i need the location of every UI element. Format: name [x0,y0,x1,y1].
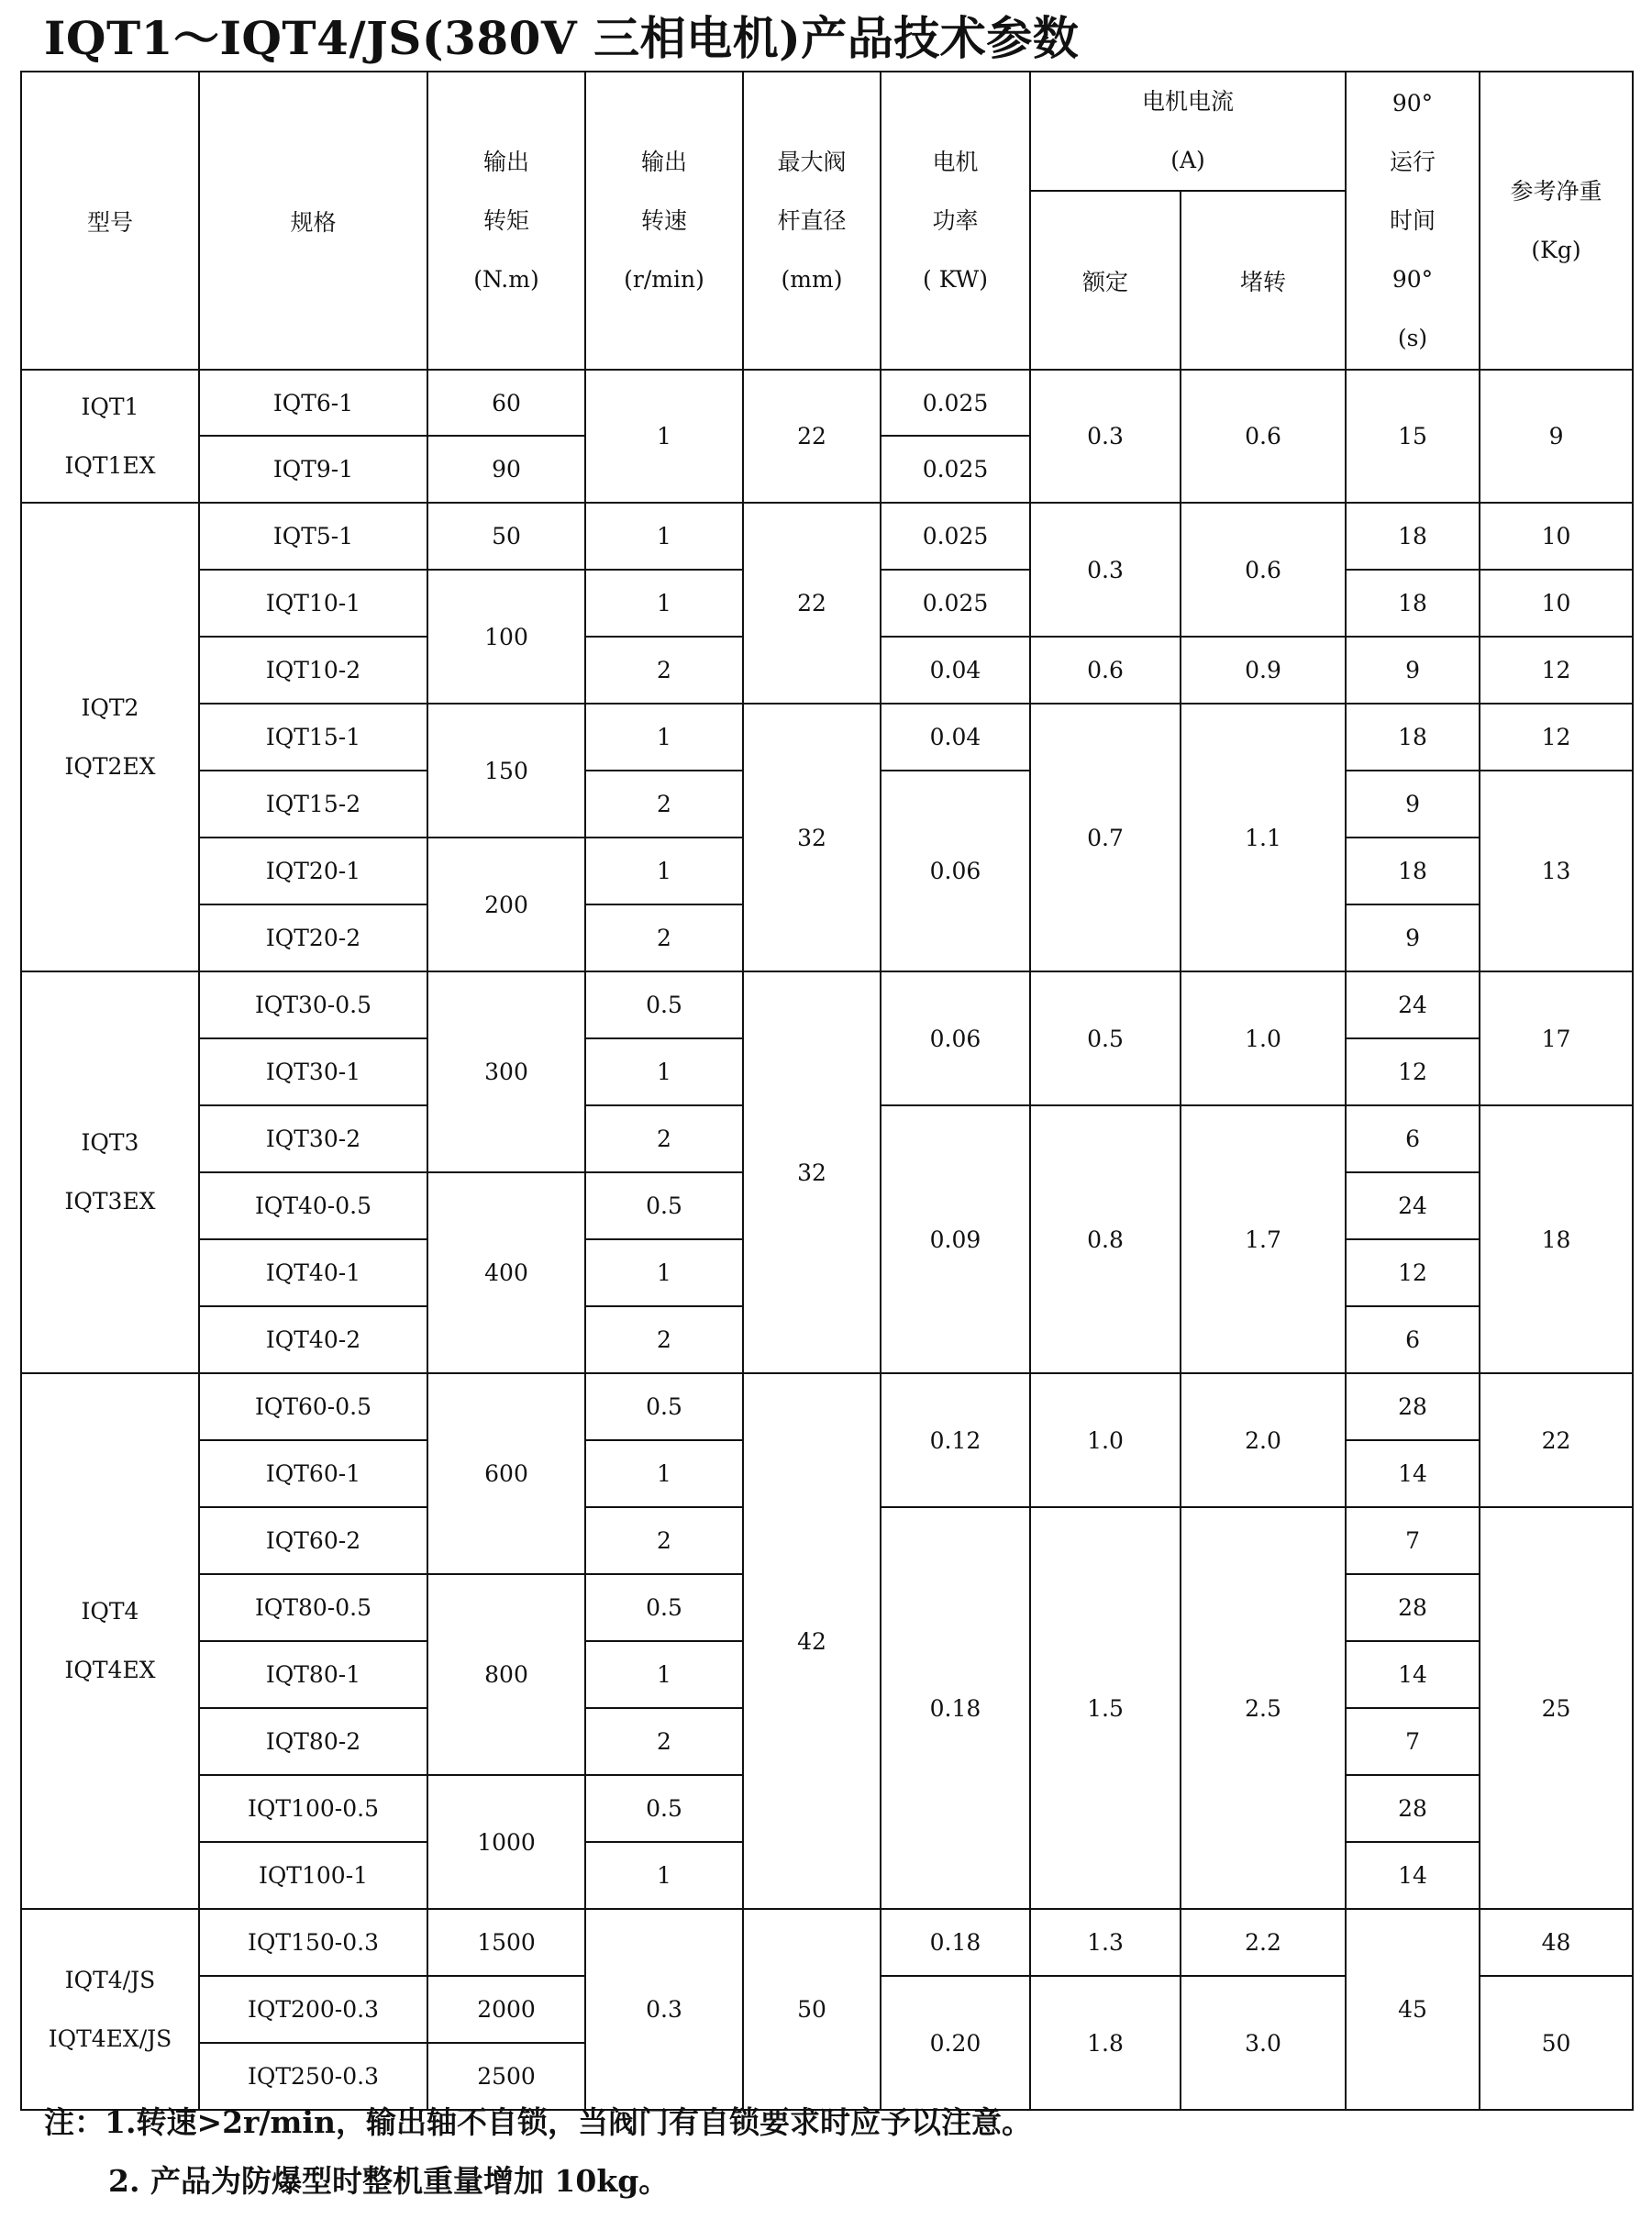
rated-current-cell: 1.3 [1030,1909,1181,1976]
torque-cell: 800 [427,1574,585,1775]
header-rated-current: 额定 [1030,191,1181,370]
rated-current-cell: 1.8 [1030,1976,1181,2110]
header-stem-diameter: 最大阀 杆直径 (mm) [743,72,881,370]
speed-cell: 1 [585,1038,743,1105]
table-row [21,704,1633,771]
torque-cell: 100 [427,570,585,704]
locked-current-cell: 2.5 [1181,1507,1346,1909]
table-row [21,1373,1633,1440]
power-cell: 0.04 [881,637,1030,704]
speed-cell: 0.3 [585,1909,743,2110]
locked-current-cell: 1.0 [1181,971,1346,1105]
table-row [21,503,1633,570]
spec-cell: IQT80-0.5 [199,1574,427,1641]
speed-cell: 1 [585,1239,743,1306]
power-cell: 0.09 [881,1105,1030,1373]
locked-current-cell: 2.2 [1181,1909,1346,1976]
run-time-cell: 18 [1346,838,1480,904]
spec-cell: IQT5-1 [199,503,427,570]
spec-cell: IQT6-1 [199,370,427,436]
stem-cell: 32 [743,971,881,1373]
spec-cell: IQT30-2 [199,1105,427,1172]
spec-cell: IQT40-1 [199,1239,427,1306]
speed-cell: 2 [585,1507,743,1574]
note-2: 2. 产品为防爆型时整机重量增加 10kg。 [108,2163,670,2199]
torque-cell: 2000 [427,1976,585,2043]
notes [44,2093,1622,2211]
weight-cell: 50 [1480,1976,1633,2110]
stem-cell: 32 [743,704,881,971]
locked-current-cell: 2.0 [1181,1373,1346,1507]
torque-cell: 1500 [427,1909,585,1976]
speed-cell: 1 [585,570,743,637]
spec-cell: IQT250-0.3 [199,2043,427,2110]
weight-cell: 18 [1480,1105,1633,1373]
speed-cell: 2 [585,771,743,838]
weight-cell: 10 [1480,570,1633,637]
power-cell: 0.20 [881,1976,1030,2110]
locked-current-cell: 1.1 [1181,704,1346,971]
power-cell: 0.04 [881,704,1030,771]
stem-cell: 42 [743,1373,881,1909]
speed-cell: 2 [585,1306,743,1373]
header-locked-current: 堵转 [1181,191,1346,370]
run-time-cell: 6 [1346,1105,1480,1172]
torque-cell: 2500 [427,2043,585,2110]
spec-cell: IQT10-2 [199,637,427,704]
torque-cell: 90 [427,436,585,503]
speed-cell: 0.5 [585,1574,743,1641]
table-row [21,971,1633,1038]
speed-cell: 1 [585,1641,743,1708]
torque-cell: 600 [427,1373,585,1574]
spec-cell: IQT9-1 [199,436,427,503]
rated-current-cell: 1.0 [1030,1373,1181,1507]
power-cell: 0.06 [881,771,1030,971]
torque-cell: 1000 [427,1775,585,1909]
header-row [21,72,1633,191]
power-cell: 0.06 [881,971,1030,1105]
run-time-cell: 28 [1346,1574,1480,1641]
spec-cell: IQT100-0.5 [199,1775,427,1842]
run-time-cell: 18 [1346,704,1480,771]
power-cell: 0.12 [881,1373,1030,1507]
weight-cell: 48 [1480,1909,1633,1976]
header-speed: 输出 转速 (r/min) [585,72,743,370]
rated-current-cell: 0.6 [1030,637,1181,704]
run-time-cell: 9 [1346,771,1480,838]
spec-cell: IQT30-1 [199,1038,427,1105]
table-row [21,370,1633,436]
run-time-cell: 28 [1346,1373,1480,1440]
spec-cell: IQT40-2 [199,1306,427,1373]
speed-cell: 2 [585,1708,743,1775]
torque-cell: 150 [427,704,585,838]
rated-current-cell: 0.8 [1030,1105,1181,1373]
power-cell: 0.025 [881,503,1030,570]
stem-cell: 22 [743,370,881,503]
weight-cell: 12 [1480,704,1633,771]
speed-cell: 2 [585,904,743,971]
speed-cell: 0.5 [585,1775,743,1842]
speed-cell: 2 [585,1105,743,1172]
stem-cell: 50 [743,1909,881,2110]
run-time-cell: 14 [1346,1641,1480,1708]
run-time-cell: 24 [1346,971,1480,1038]
speed-cell: 0.5 [585,1172,743,1239]
spec-cell: IQT15-1 [199,704,427,771]
model-cell: IQT3 IQT3EX [21,971,199,1373]
run-time-cell: 7 [1346,1708,1480,1775]
spec-cell: IQT60-2 [199,1507,427,1574]
locked-current-cell: 0.6 [1181,503,1346,637]
model-cell: IQT4 IQT4EX [21,1373,199,1909]
locked-current-cell: 3.0 [1181,1976,1346,2110]
rated-current-cell: 0.7 [1030,704,1181,971]
run-time-cell: 7 [1346,1507,1480,1574]
speed-cell: 1 [585,370,743,503]
power-cell: 0.025 [881,570,1030,637]
spec-cell: IQT60-1 [199,1440,427,1507]
model-cell: IQT2 IQT2EX [21,503,199,971]
spec-cell: IQT30-0.5 [199,971,427,1038]
speed-cell: 1 [585,1842,743,1909]
run-time-cell: 24 [1346,1172,1480,1239]
header-spec: 规格 [199,72,427,370]
header-torque: 输出 转矩 (N.m) [427,72,585,370]
rated-current-cell: 0.3 [1030,370,1181,503]
torque-cell: 50 [427,503,585,570]
run-time-cell: 9 [1346,904,1480,971]
speed-cell: 2 [585,637,743,704]
spec-cell: IQT150-0.3 [199,1909,427,1976]
model-cell: IQT1 IQT1EX [21,370,199,503]
note-1: 注：1.转速>2r/min，输出轴不自锁，当阀门有自锁要求时应予以注意。 [44,2104,1032,2140]
weight-cell: 10 [1480,503,1633,570]
spec-cell: IQT15-2 [199,771,427,838]
rated-current-cell: 0.3 [1030,503,1181,637]
header-model: 型号 [21,72,199,370]
speed-cell: 1 [585,1440,743,1507]
power-cell: 0.18 [881,1507,1030,1909]
spec-cell: IQT80-1 [199,1641,427,1708]
run-time-cell: 15 [1346,370,1480,503]
run-time-cell: 18 [1346,503,1480,570]
weight-cell: 12 [1480,637,1633,704]
rated-current-cell: 0.5 [1030,971,1181,1105]
table-row [21,1909,1633,1976]
run-time-cell: 14 [1346,1440,1480,1507]
locked-current-cell: 1.7 [1181,1105,1346,1373]
power-cell: 0.025 [881,436,1030,503]
header-motor-power: 电机 功率 ( KW) [881,72,1030,370]
speed-cell: 0.5 [585,971,743,1038]
spec-cell: IQT200-0.3 [199,1976,427,2043]
spec-cell: IQT60-0.5 [199,1373,427,1440]
run-time-cell: 45 [1346,1909,1480,2110]
header-motor-current: 电机电流 (A) [1030,72,1346,191]
run-time-cell: 9 [1346,637,1480,704]
power-cell: 0.18 [881,1909,1030,1976]
stem-cell: 22 [743,503,881,704]
spec-cell: IQT40-0.5 [199,1172,427,1239]
page-title: IQT1～IQT4/JS(380V 三相电机)产品技术参数 [44,11,1080,65]
rated-current-cell: 1.5 [1030,1507,1181,1909]
torque-cell: 200 [427,838,585,971]
torque-cell: 300 [427,971,585,1172]
header-net-weight: 参考净重 (Kg) [1480,72,1633,370]
speed-cell: 1 [585,838,743,904]
power-cell: 0.025 [881,370,1030,436]
spec-cell: IQT80-2 [199,1708,427,1775]
spec-cell: IQT10-1 [199,570,427,637]
locked-current-cell: 0.6 [1181,370,1346,503]
torque-cell: 400 [427,1172,585,1373]
weight-cell: 22 [1480,1373,1633,1507]
header-run-time: 90° 运行 时间 90° (s) [1346,72,1480,370]
spec-cell: IQT100-1 [199,1842,427,1909]
spec-cell: IQT20-2 [199,904,427,971]
run-time-cell: 6 [1346,1306,1480,1373]
run-time-cell: 12 [1346,1038,1480,1105]
spec-cell: IQT20-1 [199,838,427,904]
run-time-cell: 18 [1346,570,1480,637]
weight-cell: 25 [1480,1507,1633,1909]
weight-cell: 9 [1480,370,1633,503]
model-cell: IQT4/JS IQT4EX/JS [21,1909,199,2110]
locked-current-cell: 0.9 [1181,637,1346,704]
run-time-cell: 14 [1346,1842,1480,1909]
speed-cell: 0.5 [585,1373,743,1440]
run-time-cell: 28 [1346,1775,1480,1842]
weight-cell: 17 [1480,971,1633,1105]
speed-cell: 1 [585,503,743,570]
run-time-cell: 12 [1346,1239,1480,1306]
spec-table [20,71,1634,2111]
speed-cell: 1 [585,704,743,771]
torque-cell: 60 [427,370,585,436]
weight-cell: 13 [1480,771,1633,971]
